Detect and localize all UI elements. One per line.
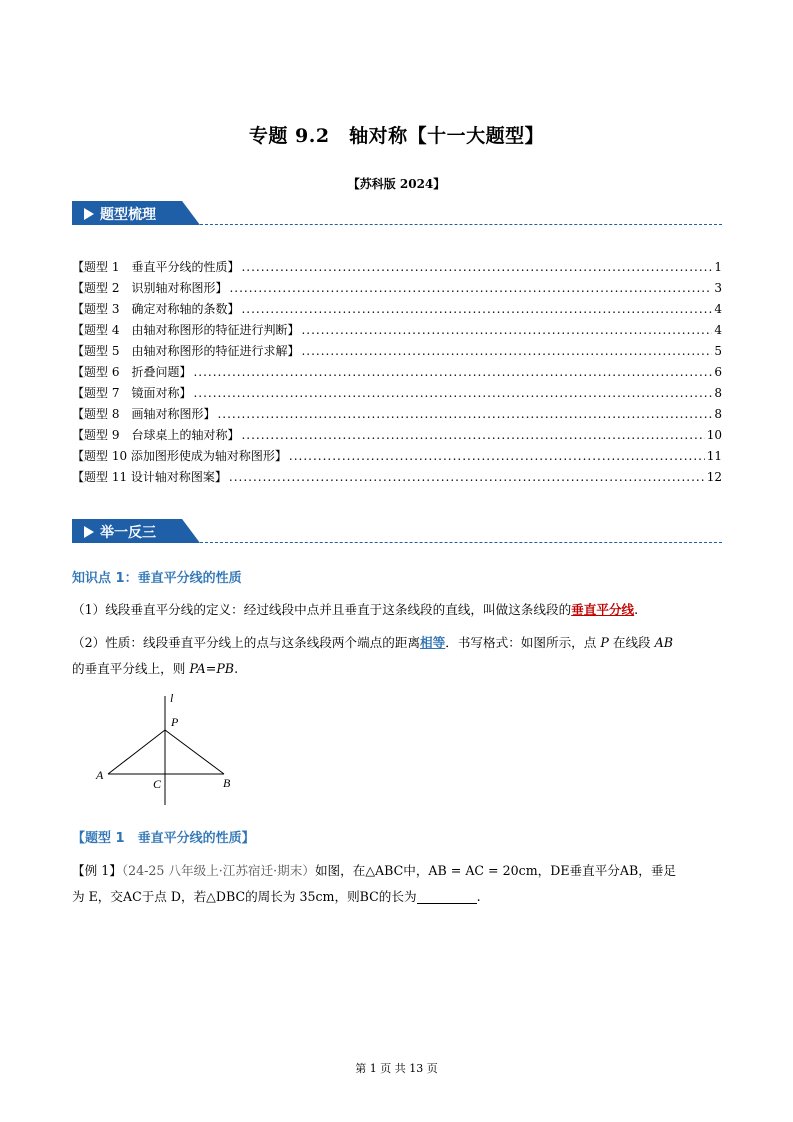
example-source: （24-25 八年级上·江苏宿迁·期末）	[121, 863, 315, 878]
knowledge-point-heading: 知识点 1：垂直平分线的性质	[72, 571, 242, 586]
toc-entry-page: 8	[714, 407, 722, 421]
toc-entry-page: 12	[706, 470, 722, 484]
toc-entry-page: 6	[714, 365, 722, 379]
play-icon	[84, 526, 94, 538]
type-heading: 【题型 1 垂直平分线的性质】	[72, 831, 255, 846]
property-text: 的垂直平分线上，则	[72, 661, 190, 676]
point-p: P	[600, 635, 609, 650]
edition-label: 【苏科版 2024】	[347, 177, 446, 191]
toc-entry-title: 【题型 1 垂直平分线的性质】	[72, 260, 240, 274]
highlight-term: 相等	[420, 635, 446, 650]
toc-entry-title: 【题型 2 识别轴对称图形】	[72, 281, 228, 295]
toc-entry[interactable]	[72, 279, 722, 300]
toc-leader-dots	[301, 344, 712, 358]
document-title: 专题 9.2 轴对称【十一大题型】	[248, 125, 545, 147]
table-of-contents	[72, 258, 722, 489]
toc-entry[interactable]	[72, 258, 722, 279]
example-label: 【例 1】	[72, 863, 122, 878]
toc-leader-dots	[229, 470, 705, 484]
toc-entry-page: 4	[714, 302, 722, 316]
toc-leader-dots	[229, 281, 712, 295]
toc-entry[interactable]	[72, 405, 722, 426]
property-text: ．书写格式：如图所示，点	[445, 635, 601, 650]
banner-label: 题型梳理	[84, 204, 156, 224]
toc-leader-dots	[217, 407, 712, 421]
label-l: l	[170, 691, 174, 705]
toc-entry-page: 5	[714, 344, 722, 358]
toc-entry-page: 11	[706, 449, 722, 463]
highlight-term: 垂直平分线	[571, 602, 635, 617]
definition-paragraph	[72, 597, 722, 623]
toc-entry[interactable]	[72, 342, 722, 363]
toc-entry[interactable]	[72, 468, 722, 489]
toc-entry[interactable]	[72, 363, 722, 384]
toc-entry-title: 【题型 9 台球桌上的轴对称】	[72, 428, 240, 442]
dashed-rule	[190, 542, 722, 543]
toc-leader-dots	[289, 449, 705, 463]
segment-pa	[108, 730, 165, 774]
toc-entry-title: 【题型 3 确定对称轴的条数】	[72, 302, 240, 316]
toc-entry-title: 【题型 6 折叠问题】	[72, 365, 192, 379]
toc-leader-dots	[241, 428, 704, 442]
example-end: .	[476, 889, 481, 904]
toc-leader-dots	[193, 365, 712, 379]
label-c: C	[153, 777, 162, 791]
toc-entry[interactable]	[72, 300, 722, 321]
toc-entry[interactable]	[72, 384, 722, 405]
toc-entry-title: 【题型 10 添加图形使成为轴对称图形】	[72, 449, 287, 463]
toc-entry-title: 【题型 11 设计轴对称图案】	[72, 470, 227, 484]
dashed-rule	[190, 224, 722, 225]
segment-pb	[165, 730, 224, 774]
example-text: 如图，在△ABC中，AB = AC = 20cm，DE垂直平分AB，垂足	[314, 863, 677, 878]
banner-label: 举一反三	[84, 522, 156, 542]
property-text: （2）性质：线段垂直平分线上的点与这条线段两个端点的距离	[72, 635, 421, 650]
label-p: P	[171, 715, 179, 729]
toc-entry-page: 3	[714, 281, 722, 295]
toc-entry-title: 【题型 5 由轴对称图形的特征进行求解】	[72, 344, 300, 358]
section-banner-examples	[72, 519, 722, 543]
section-banner-overview	[72, 201, 722, 225]
definition-end: .	[634, 602, 639, 617]
perpendicular-bisector-diagram	[88, 688, 248, 808]
toc-leader-dots	[241, 260, 712, 274]
property-end: .	[234, 661, 239, 676]
toc-entry-title: 【题型 8 画轴对称图形】	[72, 407, 216, 421]
toc-entry-page: 10	[706, 428, 722, 442]
example-1	[72, 858, 722, 910]
toc-entry-title: 【题型 7 镜面对称】	[72, 386, 192, 400]
toc-entry-page: 1	[714, 260, 722, 274]
toc-leader-dots	[301, 323, 712, 337]
property-text: 在线段	[608, 635, 655, 650]
answer-blank[interactable]	[417, 889, 477, 904]
label-b: B	[223, 776, 231, 790]
toc-leader-dots	[241, 302, 712, 316]
page-footer: 第 1 页 共 13 页	[355, 1062, 438, 1075]
toc-entry[interactable]	[72, 321, 722, 342]
toc-entry[interactable]	[72, 426, 722, 447]
toc-entry[interactable]	[72, 447, 722, 468]
toc-entry-title: 【题型 4 由轴对称图形的特征进行判断】	[72, 323, 300, 337]
play-icon	[84, 208, 94, 220]
formula: PA=PB	[189, 661, 235, 676]
label-a: A	[96, 768, 104, 782]
segment-ab: AB	[654, 635, 674, 650]
toc-leader-dots	[193, 386, 712, 400]
toc-entry-page: 4	[714, 323, 722, 337]
property-paragraph	[72, 630, 722, 682]
example-text: 为 E，交AC于点 D，若△DBC的周长为 35cm，则BC的长为	[72, 889, 417, 904]
toc-entry-page: 8	[714, 386, 722, 400]
definition-text: （1）线段垂直平分线的定义：经过线段中点并且垂直于这条线段的直线，叫做这条线段的	[72, 602, 572, 617]
